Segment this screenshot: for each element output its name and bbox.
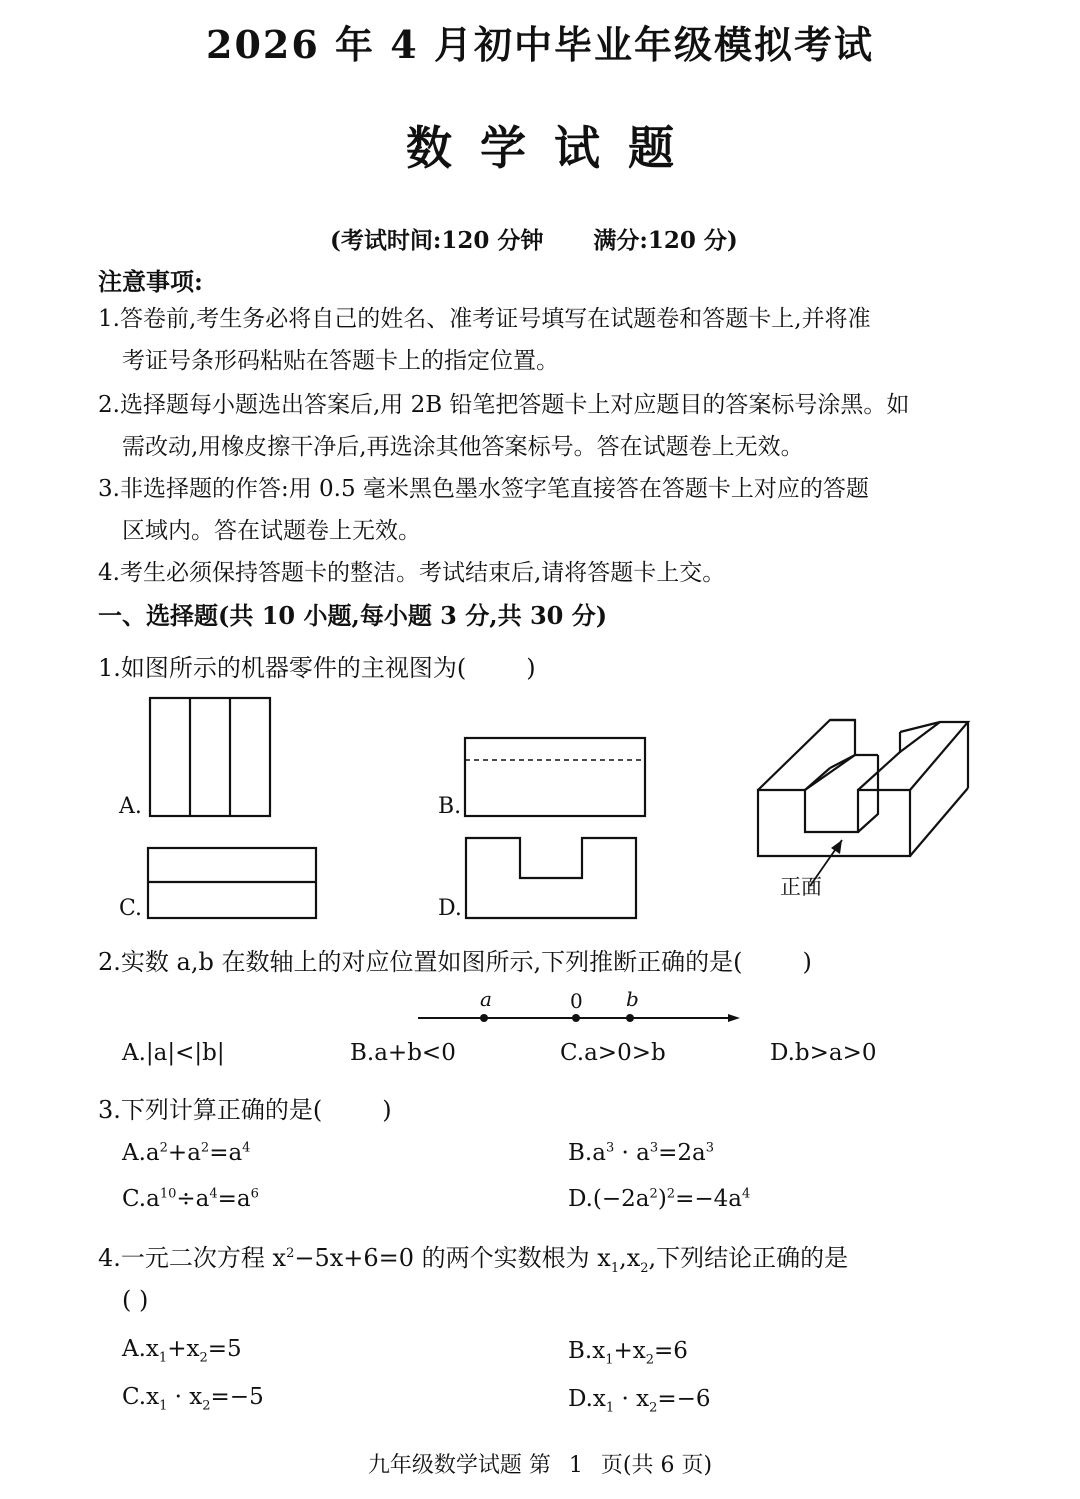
question-3-option-a: $A.a^2+a^2=a^4$ [122, 1140, 251, 1166]
label-a: a [480, 987, 492, 1011]
question-3-option-c: $C.a^{10}\div a^4=a^6$ [122, 1186, 259, 1212]
question-2-stem: 2.实数 a,b 在数轴上的对应位置如图所示,下列推断正确的是( ) [98, 948, 812, 976]
question-2-option-b: B.a+b<0 [350, 1040, 456, 1066]
question-2-option-a: A.|a|<|b| [122, 1040, 225, 1066]
note-item: 3.非选择题的作答:用 0.5 毫米黑色墨水签字笔直接答在答题卡上对应的答题 区域内。答在试题卷上无效。 [98, 476, 869, 544]
notes-heading: 注意事项: [98, 267, 203, 296]
note-item: 1.答卷前,考生务必将自己的姓名、准考证号填写在试题卷和答题卡上,并将准 考证号条形码粘贴在答题卡上的指定位置。 [98, 306, 871, 374]
note-item: 4.考生必须保持答题卡的整洁。考试结束后,请将答题卡上交。 [98, 560, 726, 586]
exam-title: 2026 年 4 月初中毕业年级模拟考试 [206, 22, 874, 67]
section-title: 一、选择题(共 10 小题,每小题 3 分,共 30 分) [98, 601, 608, 630]
page-number: 1 [568, 1453, 583, 1478]
label-zero: 0 [570, 989, 583, 1013]
question-2-option-c: C.a>0>b [560, 1040, 666, 1066]
page-footer: 九年级数学试题 第 1 页(共 6 页) [367, 1453, 713, 1478]
number-line-arrow [728, 1014, 740, 1022]
question-4-option-a: $A.x_1+x_2=5$ [122, 1336, 242, 1366]
option-a-label: A. [119, 794, 142, 819]
label-b: b [626, 987, 639, 1011]
option-b-label: B. [438, 794, 462, 819]
exam-time: (考试时间:120 分钟 [330, 227, 544, 254]
option-d-label: D. [438, 896, 462, 921]
full-score: 满分:120 分) [593, 227, 738, 254]
question-2-option-d: D.b>a>0 [770, 1040, 877, 1066]
question-4-stem: 4.一元二次方程 $x^2-5x+6=0$ 的两个实数根为 $x_1,x_2$,下列结论正确的是 [98, 1244, 849, 1276]
question-4-option-d: $D.x_1 \cdot x_2=-6$ [568, 1386, 711, 1416]
option-b-figure [465, 738, 645, 816]
exam-info [330, 222, 738, 255]
option-d-figure [466, 838, 636, 918]
machine-part-drawing [758, 720, 968, 856]
question-4-option-b: $B.x_1+x_2=6$ [568, 1338, 688, 1368]
question-3-stem: 3.下列计算正确的是( ) [98, 1096, 392, 1124]
point-b [626, 1014, 634, 1022]
front-label: 正面 [780, 875, 822, 899]
question-4-option-c: $C.x_1 \cdot x_2=-5$ [122, 1384, 264, 1414]
number-line [410, 986, 750, 1030]
note-item: 2.选择题每小题选出答案后,用 2B 铅笔把答题卡上对应题目的答案标号涂黑。如 需改动,用橡皮擦干净后,再选涂其他答案标号。答在试题卷上无效。 [98, 392, 910, 460]
option-c-label: C. [119, 896, 143, 921]
question-3-option-d: $D.(-2a^2)^2=-4a^4$ [568, 1186, 751, 1212]
point-zero [572, 1014, 580, 1022]
question-1-stem: 1.如图所示的机器零件的主视图为( ) [98, 654, 536, 682]
subject-title: 数学试题 [406, 121, 702, 175]
option-a-figure [150, 698, 270, 816]
question-1-figures [100, 690, 1000, 930]
question-3-option-b: $B.a^3 \cdot a^3=2a^3$ [568, 1140, 715, 1166]
point-a [480, 1014, 488, 1022]
question-4-paren: ( ) [122, 1286, 149, 1314]
